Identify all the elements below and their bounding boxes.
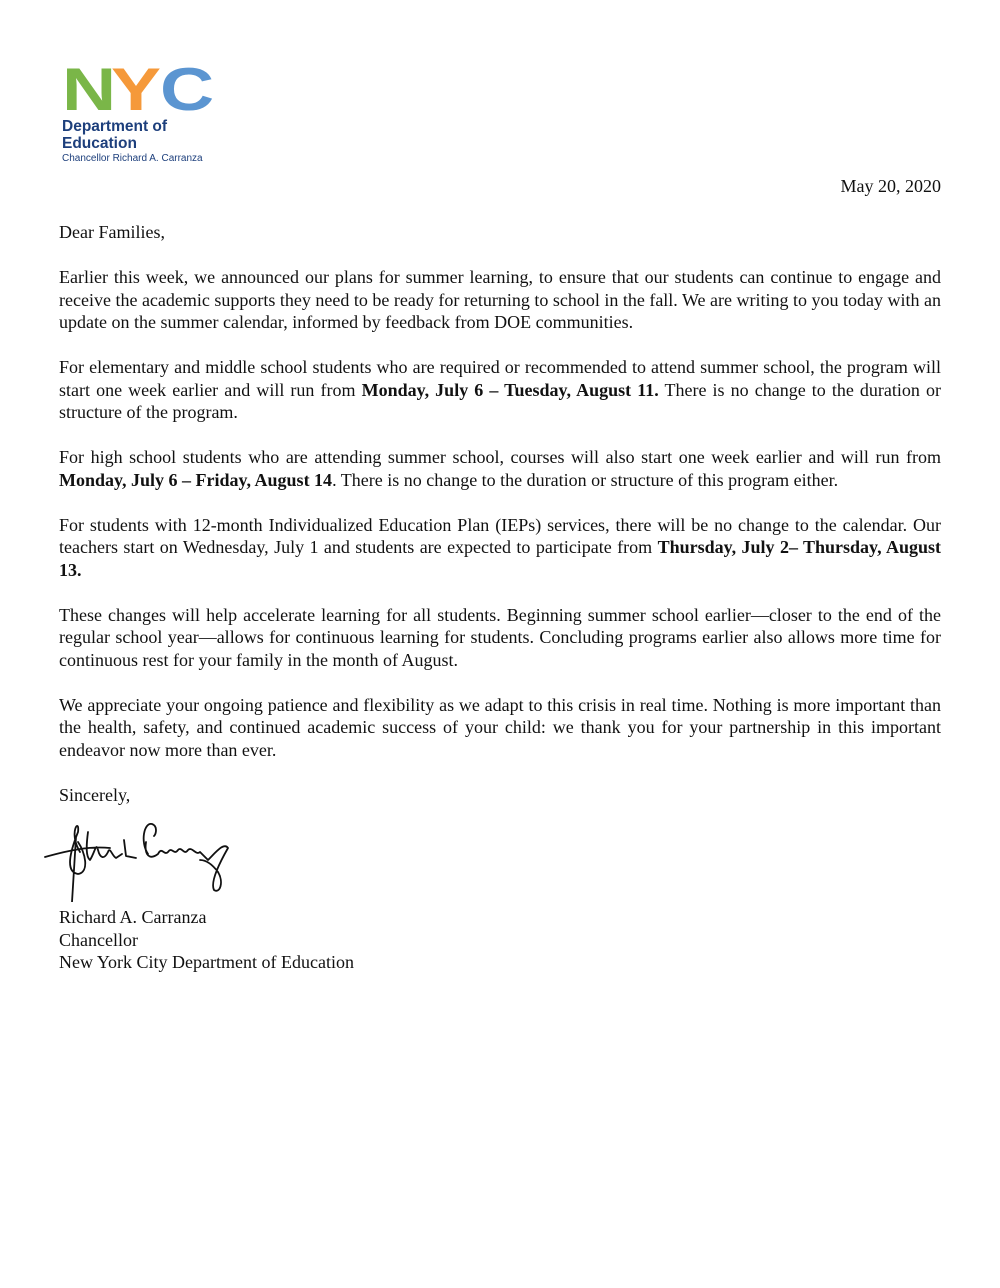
signature-block [59, 906, 354, 974]
logo-chancellor: Chancellor Richard A. Carranza [62, 153, 203, 164]
p4-dates: Thursday, July 2– Thursday, August 13. [59, 537, 941, 580]
p3-dates: Monday, July 6 – Friday, August 14 [59, 469, 333, 490]
p2-text: For elementary and middle school students who are required or recommended to attend summer school, the program will start one week earlier and will run from [59, 357, 941, 400]
letter-body [59, 221, 941, 829]
paragraph-2 [59, 356, 941, 424]
p4-text: For students with 12-month Individualized Education Plan (IEPs) services, there will be no change to the calendar. Our teachers start on Wednesday, July 1 and students are expected to participate from [59, 514, 941, 557]
signature [40, 812, 240, 902]
paragraph-4 [59, 514, 941, 582]
logo-letter-c: C [160, 66, 212, 114]
p2-text-end: There is no change to the duration or structure of the program. [59, 379, 941, 422]
p3-text: For high school students who are attending summer school, courses will also start one week earlier and will run from [59, 447, 941, 467]
p3-text-end: . There is no change to the duration or structure of this program either. [332, 469, 839, 490]
signer-name: Richard A. Carranza [59, 907, 207, 927]
signer-title: Chancellor [59, 929, 138, 950]
p2-dates: Monday, July 6 – Tuesday, August 11. [361, 379, 659, 400]
paragraph-6: We appreciate your ongoing patience and flexibility as we adapt to this crisis in real time. Nothing is more important than the health, safety, and continued academic success of your child: we thank you for your partnership in this important endeavor now more than ever. [59, 694, 941, 760]
signoff: Sincerely, [59, 784, 131, 805]
paragraph-3 [59, 446, 941, 491]
salutation: Dear Families, [59, 222, 165, 242]
logo-department [62, 118, 232, 152]
letter-date: May 20, 2020 [840, 176, 941, 196]
nyc-doe-logo [62, 66, 232, 164]
paragraph-1: Earlier this week, we announced our plans for summer learning, to ensure that our students can continue to engage and receive the academic supports they need to be ready for returning to school in the fall. We are writing to you today with an update on the summer calendar, informed by feedback from DOE communities. [59, 267, 941, 332]
logo-line-1: Department of [62, 118, 168, 135]
logo-line-2: Education [62, 135, 137, 152]
logo-letter-n: N [62, 66, 114, 114]
logo-letter-y: Y [111, 66, 159, 114]
nyc-wordmark [62, 66, 232, 114]
paragraph-5: These changes will help accelerate learning for all students. Beginning summer school earlier—closer to the end of the regular school year—allows for continuous learning for students. Concluding programs earlier also allows more time for continuous rest for your family in the month of August. [59, 604, 941, 670]
signer-organization: New York City Department of Education [59, 952, 354, 972]
